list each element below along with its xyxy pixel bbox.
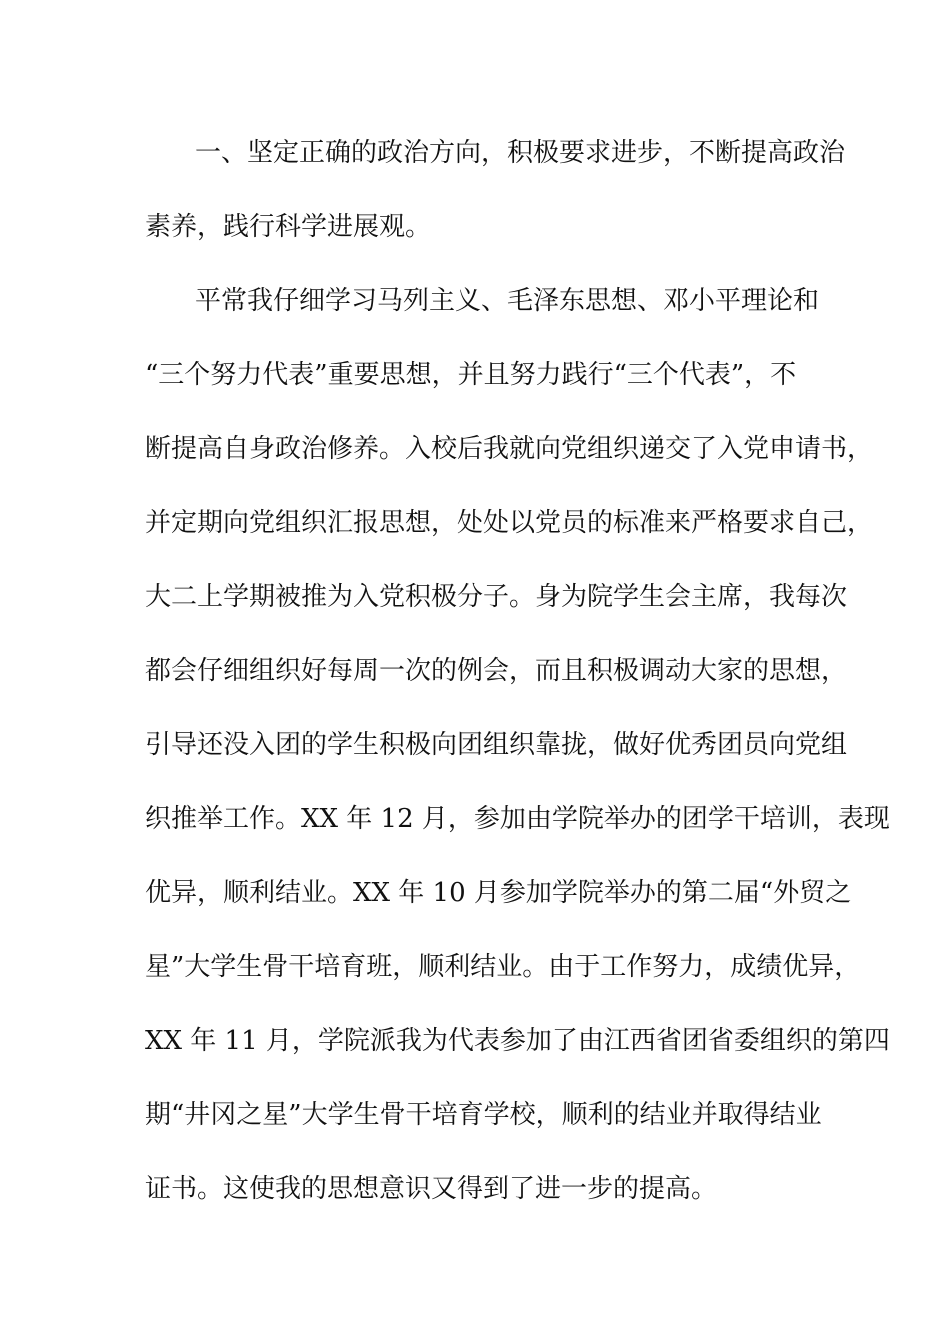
text-line: 都会仔细组织好每周一次的例会，而且积极调动大家的思想，: [145, 656, 848, 686]
text-line: 素养，践行科学进展观。: [145, 212, 432, 242]
text-line: 星”大学生骨干培育班，顺利结业。由于工作努力，成绩优异，: [145, 952, 861, 982]
text-line: 一、坚定正确的政治方向，积极要求进步，不断提高政治: [195, 138, 846, 168]
text-line: 织推举工作。XX 年 12 月，参加由学院举办的团学干培训，表现: [145, 804, 890, 834]
text-line: “三个努力代表”重要思想，并且努力践行“三个代表”，不: [145, 360, 797, 390]
text-line: 大二上学期被推为入党积极分子。身为院学生会主席，我每次: [145, 582, 848, 612]
text-line: 平常我仔细学习马列主义、毛泽东思想、邓小平理论和: [195, 286, 820, 316]
text-line: 优异，顺利结业。XX 年 10 月参加学院举办的第二届“外贸之: [145, 878, 852, 908]
text-line: 期“井冈之星”大学生骨干培育学校，顺利的结业并取得结业: [145, 1100, 822, 1130]
text-line: 引导还没入团的学生积极向团组织靠拢，做好优秀团员向党组: [145, 730, 848, 760]
text-line: 证书。这使我的思想意识又得到了进一步的提高。: [145, 1174, 718, 1204]
text-line: XX 年 11 月，学院派我为代表参加了由江西省团省委组织的第四: [145, 1026, 890, 1056]
text-line: 断提高自身政治修养。入校后我就向党组织递交了入党申请书，: [145, 434, 874, 464]
text-line: 并定期向党组织汇报思想，处处以党员的标准来严格要求自己，: [145, 508, 874, 538]
